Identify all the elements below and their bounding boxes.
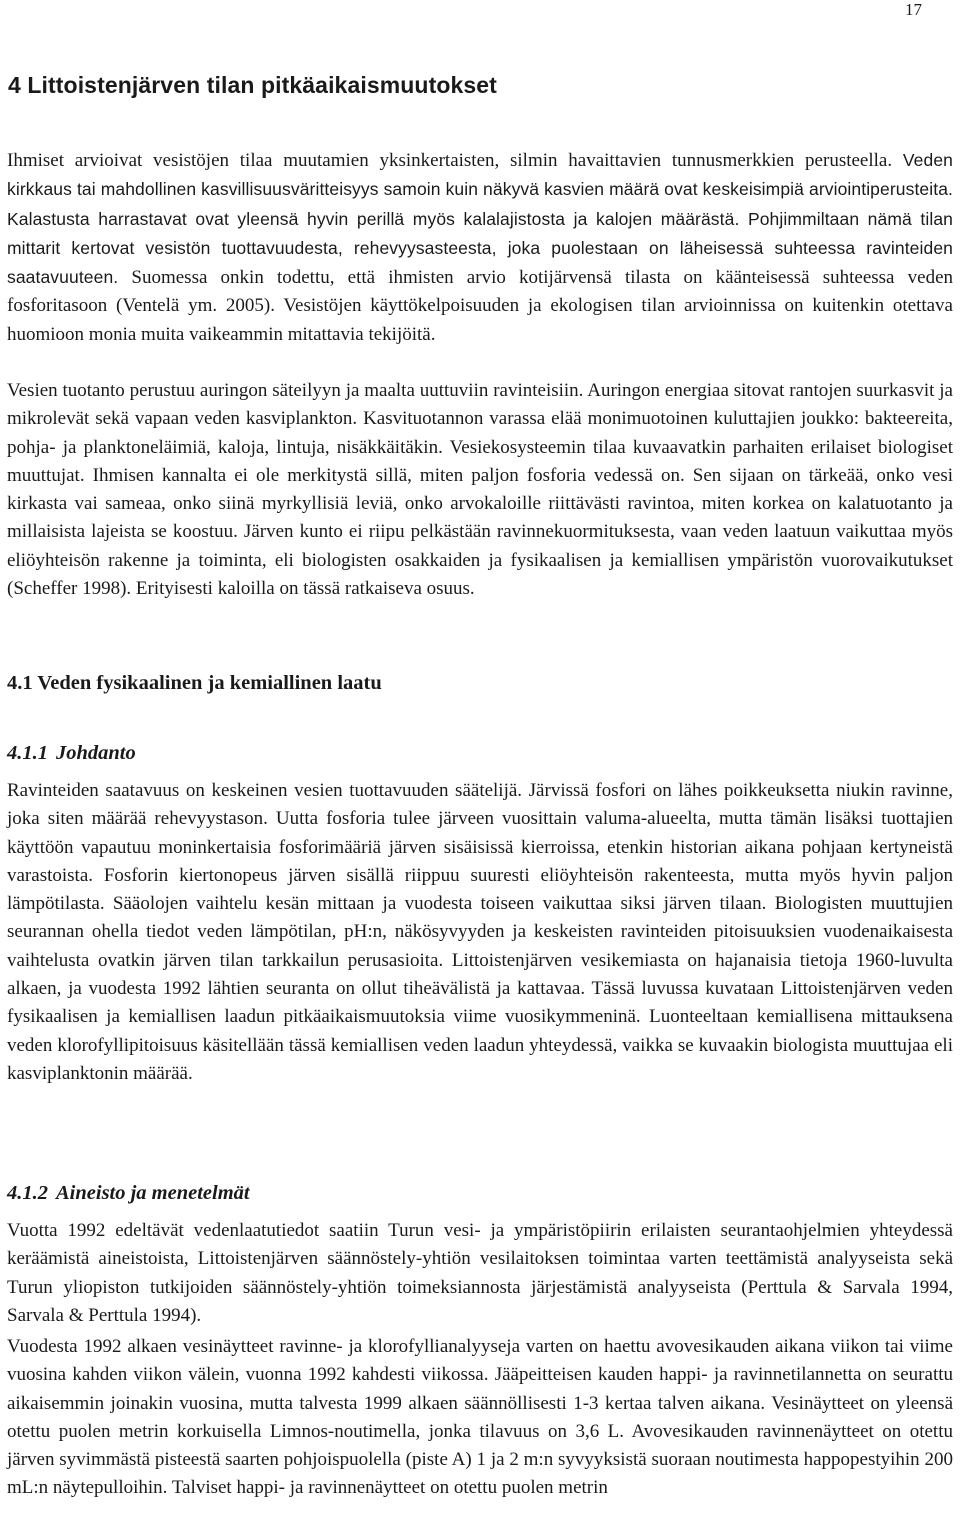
section-4-1-1-heading bbox=[7, 742, 136, 765]
intro-paragraph-1-serif-b: Suomessa onkin todettu, että ihmisten arvio kotijärvensä tilasta on käänteisessä suhteessa veden fosforitasoon (Ventelä ym. 2005). Vesistöjen käyttökelpoisuuden ja ekologisen tilan arvioinnissa on kuitenkin otettava huomioon monia muita vaikeammin mitattavia tekijöitä. bbox=[7, 267, 953, 345]
intro-paragraph-1-sans: Veden kirkkaus tai mahdollinen kasvillisuusväritteisyys samoin kuin näkyvä kasvien määrä ovat keskeisimpiä arviointiperusteita. Kalastusta harrastavat ovat yleensä hyvin perillä myös kalalajistosta ja kalojen määrästä. Pohjimmiltaan nämä tilan mittarit kertovat vesistön tuottavuudesta, rehevyysasteesta, joka puolestaan on läheisessä suhteessa ravinteiden saatavuuteen. bbox=[7, 150, 953, 288]
intro-paragraph-1 bbox=[7, 146, 953, 349]
section-4-1-1-paragraph: Ravinteiden saatavuus on keskeinen vesien tuottavuuden säätelijä. Järvissä fosfori on lähes poikkeuksetta niukin ravinne, joka siten määrää rehevyystason. Uutta fosforia tulee järveen vuosittain valuma-alueelta, mutta tämän lisäksi tuottajien käyttöön vapautuu moninkertaisia fosforimääriä järven sisäisissä kierroissa, etenkin historian aikana pohjaan kertyneistä varastoista. Fosforin kiertonopeus järven sisällä riippuu suuresti eliöyhteisön rakenteesta, mutta myös hyvin paljon lämpötilasta. Sääolojen vaihtelu kesän mittaan ja vuodesta toiseen vaikuttaa siksi järven tilaan. Biologisten muuttujien seurannan ohella tiedot veden lämpötilan, pH:n, näkösyvyyden ja keskeisten ravinteiden pitoisuuksien vuodenaikaisesta vaihtelusta ovatkin järven tilan tarkkailun perusasioita. Littoistenjärven vesikemiasta on hajanaisia tietoja 1960-luvulta alkaen, ja vuodesta 1992 lähtien seuranta on ollut tiheävälistä ja kattavaa. Tässä luvussa kuvataan Littoistenjärven veden fysikaalisen ja kemiallisen laadun pitkäaikaismuutoksia viime vuosikymmeninä. Luonteeltaan kemiallisena mittauksena veden klorofyllipitoisuus käsitellään tässä kemiallisen veden laadun yhteydessä, vaikka se kuvaakin biologista muuttujaa eli kasviplanktonin määrää. bbox=[7, 780, 953, 1084]
section-4-1-heading: 4.1 Veden fysikaalinen ja kemiallinen laatu bbox=[7, 672, 382, 694]
section-4-1-2-paragraph-1: Vuotta 1992 edeltävät vedenlaatutiedot saatiin Turun vesi- ja ympäristöpiirin erilaisten seurantaohjelmien yhteydessä keräämistä aineistoista, Littoistenjärven säännöstely-yhtiön vesilaitoksen toimintaa varten teettämistä analyyseista sekä Turun yliopiston tutkijoiden säännöstely-yhtiön toimeksiannosta järjestämistä analyyseista (Perttula & Sarvala 1994, Sarvala & Perttula 1994). bbox=[7, 1220, 953, 1326]
page-number: 17 bbox=[905, 0, 922, 19]
section-4-1-2-heading bbox=[7, 1182, 250, 1205]
section-4-1-2-number: 4.1.2 bbox=[7, 1182, 48, 1204]
section-4-1-1-number: 4.1.1 bbox=[7, 742, 48, 764]
section-4-1-2-title: Aineisto ja menetelmät bbox=[56, 1182, 250, 1204]
intro-paragraph-2: Vesien tuotanto perustuu auringon säteilyyn ja maalta uuttuviin ravinteisiin. Auringon energiaa sitovat rantojen suurkasvit ja mikrolevät sekä vapaan veden kasviplankton. Kasvituotannon varassa elää monimuotoinen kuluttajien joukko: bakteereita, pohja- ja planktoneläimiä, kaloja, lintuja, nisäkkäitäkin. Vesiekosysteemin tilaa kuvaavatkin parhaiten erilaiset biologiset muuttujat. Ihmisen kannalta ei ole merkitystä sillä, miten paljon fosforia vedessä on. Sen sijaan on tärkeää, onko vesi kirkasta vai sameaa, onko siinä myrkyllisiä leviä, onko arvokaloille riittävästi ravintoa, miten korkea on kalatuotanto ja millaisista lajeista se koostuu. Järven kunto ei riipu pelkästään ravinnekuormituksesta, vaan veden laatuun vaikuttaa myös eliöyhteisön rakenne ja toiminta, eli biologisten osakkaiden ja fysikaalisen ja kemiallisen ympäristön vuorovaikutukset (Scheffer 1998). Erityisesti kaloilla on tässä ratkaiseva osuus. bbox=[7, 380, 953, 600]
intro-paragraph-1-serif-a: Ihmiset arvioivat vesistöjen tilaa muutamien yksinkertaisten, silmin havaittavien tunnusmerkkien perusteella. bbox=[7, 150, 903, 171]
section-4-1-1-title: Johdanto bbox=[56, 742, 136, 764]
section-4-1-2-paragraph-2: Vuodesta 1992 alkaen vesinäytteet ravinne- ja klorofyllianalyyseja varten on haettu avovesikauden aikana viikon tai viime vuosina kahden viikon välein, vuonna 1992 kahdesti viikossa. Jääpeitteisen kauden happi- ja ravinnetilannetta on seurattu aikaisemmin joinakin vuosina, mutta talvesta 1999 alkaen säännöllisesti 1-3 kertaa talven aikana. Vesinäytteet on yleensä otettu puolen metrin korkuisella Limnos-noutimella, jonka tilavuus on 3,6 L. Avovesikauden ravinnenäytteet on otettu järven syvimmästä pisteestä saarten pohjoispuolella (piste A) 1 ja 2 m:n syvyyksistä suoraan noutimesta happopestyihin 200 mL:n näytepulloihin. Talviset happi- ja ravinnenäytteet on otettu puolen metrin bbox=[7, 1336, 953, 1499]
chapter-title: 4 Littoistenjärven tilan pitkäaikaismuutokset bbox=[8, 72, 497, 98]
